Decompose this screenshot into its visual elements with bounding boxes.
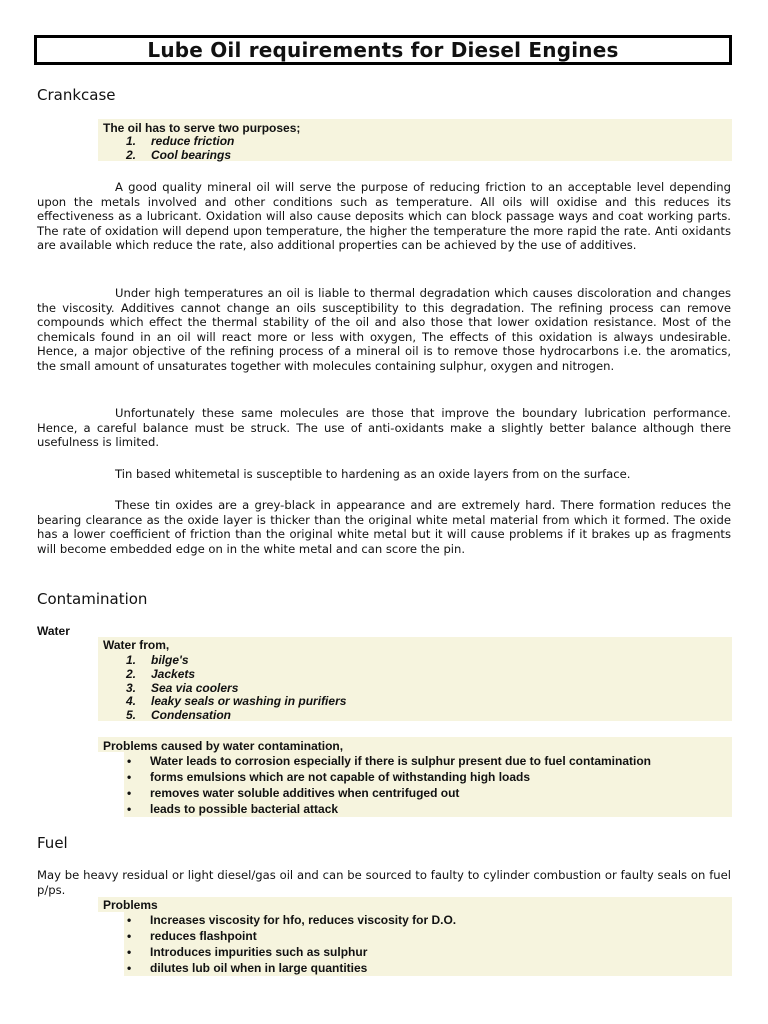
fuel-heading: Fuel: [37, 834, 68, 852]
paragraph: Unfortunately these same molecules are those that improve the boundary lubrication performance. Hence, a careful balance must be struck. The use of anti-oxidants make a slightly better balance although there usefulness is limited.: [37, 406, 731, 450]
paragraph: A good quality mineral oil will serve the purpose of reducing friction to an acceptable level depending upon the metals involved and other conditions such as temperature. All oils will oxidise and this reduces its effectiveness as a lubricant. Oxidation will also cause deposits which can block passage ways and coat working parts. The rate of oxidation will depend upon temperature, the higher the temperature the more rapid the rate. Anti oxidants are available which reduce the rate, also additional properties can be achieved by the use of additives.: [37, 180, 731, 253]
water-label: Water: [37, 624, 70, 638]
paragraph: Under high temperatures an oil is liable to thermal degradation which causes discoloration and changes the viscosity. Additives cannot change an oils susceptibility to this degradation. The refining process can remove compounds which effect the thermal stability of the oil and also those that lower oxidation resistance. Most of the chemicals found in an oil will react more or less with oxygen, The effects of this oxidation is always undesirable. Hence, a major objective of the refining process of a mineral oil is to remove those hydrocarbons i.e. the aromatics, the small amount of unsaturates together with molecules containing sulphur, oxygen and nitrogen.: [37, 286, 731, 373]
paragraph: Tin based whitemetal is susceptible to hardening as an oxide layers from on the surface.: [115, 467, 631, 481]
fuel-problems-title: Problems: [103, 898, 158, 912]
water-problems-title: Problems caused by water contamination,: [103, 739, 344, 753]
paragraph: These tin oxides are a grey-black in appearance and are extremely hard. There formation reduces the bearing clearance as the oxide layer is thicker than the original white metal material from which it formed. The oxide has a lower coefficient of friction than the original white metal but it will cause problems if it brakes up as fragments will become embedded edge on in the white metal and can score the pin.: [37, 498, 731, 556]
contamination-heading: Contamination: [37, 590, 148, 608]
title-box: [34, 35, 732, 65]
fuel-paragraph: May be heavy residual or light diesel/gas oil and can be sourced to faulty to cylinder combustion or faulty seals on fuel p/ps.: [37, 868, 731, 897]
water-sources-title: Water from,: [103, 638, 170, 652]
document-page: Lube Oil requirements for Diesel Engines Crankcase The oil has to serve two purposes; 1. reduce friction 2. Cool bearings A good quality mineral oil will serve the purpose of reducing friction to an acceptable level depending upon the metals involved and other conditions such as temperature. All oils will oxidise and this reduces its effectiveness as a lubricant. Oxidation will also cause deposits which can block passage ways and coat working parts. The rate of oxidation will depend upon temperature, the higher the temperature the more rapid the rate. Anti oxidants are available which reduce the rate, also additional properties can be achieved by the use of additives. Under high temperatures an oil is liable to thermal degradation which causes discoloration and changes the viscosity. Additives cannot change an oils susceptibility to this degradation. The refining process can remove compounds which effect the thermal stability of the oil and also those that lower oxidation resistance. Most of the chemicals found in an oil will react more or less with oxygen, The effects of this oxidation is always undesirable. Hence, a major objective of the refining process of a mineral oil is to remove those hydrocarbons i.e. the aromatics, the small amount of unsaturates together with molecules containing sulphur, oxygen and nitrogen. Unfortunately these same molecules are those that improve the boundary lubrication performance. Hence, a careful balance must be struck. The use of anti-oxidants make a slightly better balance although there usefulness is limited. Tin based whitemetal is susceptible to hardening as an oxide layers from on the surface. These tin oxides are a grey-black in appearance and are extremely hard. There formation reduces the bearing clearance as the oxide layer is thicker than the original white metal material from which it formed. The oxide has a lower coefficient of friction than the original white metal but it will cause problems if it brakes up as fragments will become embedded edge on in the white metal and can score the pin. Contamination Water Water from, 1. bilge's 2. Jackets 3. Sea via coolers 4. leaky seals or washing in purifiers 5. Condensation Problems caused by water contamination, • Water leads to corrosion especially if there is sulphur present due to fuel contamination • forms emulsions which are not capable of withstanding high loads • removes water soluble additives when centrifuged out • leads to possible bacterial attack Fuel May be heavy residual or light diesel/gas oil and can be sourced to faulty to cylinder combustion or faulty seals on fuel p/ps. Problems • Increases viscosity for hfo, reduces viscosity for D.O. • reduces flashpoint • Introduces impurities such as sulphur • dilutes lub oil when in large quantities: [0, 0, 768, 1024]
page-title: Lube Oil requirements for Diesel Engines: [147, 38, 619, 62]
crankcase-heading: Crankcase: [37, 86, 116, 104]
purposes-title: The oil has to serve two purposes;: [103, 121, 301, 135]
fuel-problems-title-box: [98, 897, 732, 912]
